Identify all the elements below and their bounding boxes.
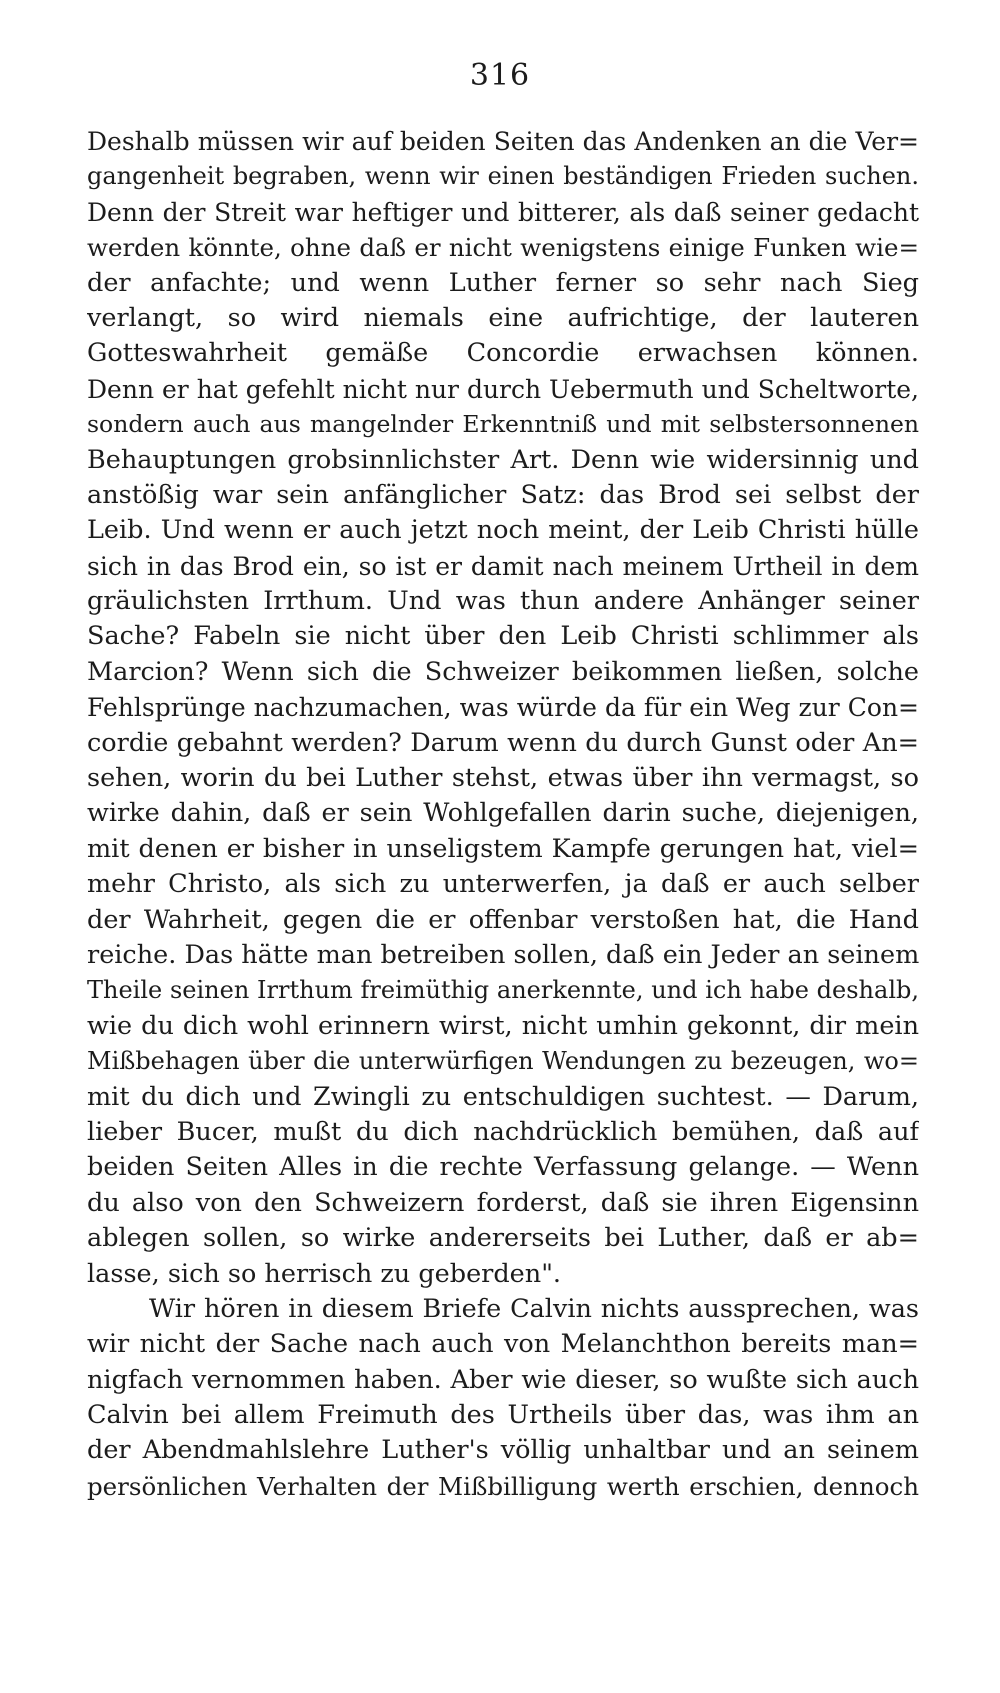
text-line: Fehlsprünge nachzumachen, was würde da für ein Weg zur Con= [87,693,919,723]
text-line: Denn der Streit war heftiger und bitterer, als daß seiner gedacht [87,197,919,227]
text-line: lasse, sich so herrisch zu geberden". [87,1258,562,1289]
text-line: werden könnte, ohne daß er nicht wenigstens einige Funken wie= [87,233,919,263]
text-line: der anfachte; und wenn Luther ferner so sehr nach Sieg [87,267,919,298]
body-text [87,124,919,1504]
text-line: verlangt, so wird niemals eine aufrichtige, der lauteren [87,302,919,333]
text-line: sehen, worin du bei Luther stehst, etwas über ihn vermagst, so [87,763,919,794]
text-line: wie du dich wohl erinnern wirst, nicht umhin gekonnt, dir mein [87,1010,919,1041]
text-line: der Abendmahlslehre Luther's völlig unhaltbar und an seinem [87,1435,919,1466]
text-line: sich in das Brod ein, so ist er damit nach meinem Urtheil in dem [87,551,919,581]
text-line: beiden Seiten Alles in die rechte Verfassung gelange. — Wenn [87,1152,919,1183]
text-line: Mißbehagen über die unterwürfigen Wendungen zu bezeugen, wo= [87,1047,919,1076]
text-line: Behauptungen grobsinnlichster Art. Denn wie widersinnig und [87,444,919,475]
text-line: cordie gebahnt werden? Darum wenn du durch Gunst oder An= [87,727,919,758]
text-line: mit du dich und Zwingli zu entschuldigen suchtest. — Darum, [87,1081,919,1112]
text-line: du also von den Schweizern forderst, daß sie ihren Eigensinn [87,1187,919,1218]
text-line: gangenheit begraben, wenn wir einen beständigen Frieden suchen. [87,162,919,191]
text-line: Sache? Fabeln sie nicht über den Leib Christi schlimmer als [87,621,919,652]
text-line: wir nicht der Sache nach auch von Melanchthon bereits man= [87,1329,919,1360]
page-number: 316 [469,58,531,93]
text-line: wirke dahin, daß er sein Wohlgefallen darin suche, diejenigen, [87,798,919,829]
text-line: Leib. Und wenn er auch jetzt noch meint, der Leib Christi hülle [87,515,919,546]
text-line: der Wahrheit, gegen die er offenbar verstoßen hat, die Hand [87,904,919,935]
text-line: Calvin bei allem Freimuth des Urtheils über das, was ihm an [87,1400,919,1431]
text-line: mit denen er bisher in unseligstem Kampfe gerungen hat, viel= [87,833,919,864]
text-line: mehr Christo, als sich zu unterwerfen, ja daß er auch selber [87,869,919,900]
text-line: ablegen sollen, so wirke andererseits bei Luther, daß er ab= [87,1223,919,1254]
text-line: Theile seinen Irrthum freimüthig anerkennte, und ich habe deshalb, [87,976,919,1005]
text-line: anstößig war sein anfänglicher Satz: das Brod sei selbst der [87,479,919,510]
text-line: Deshalb müssen wir auf beiden Seiten das Andenken an die Ver= [87,127,919,156]
text-line: Gotteswahrheit gemäße Concordie erwachsen können. [87,338,919,369]
text-line: reiche. Das hätte man betreiben sollen, daß ein Jeder an seinem [87,939,919,970]
text-line: lieber Bucer, mußt du dich nachdrücklich bemühen, daß auf [87,1116,919,1147]
text-line: persönlichen Verhalten der Mißbilligung werth erschien, dennoch [87,1471,919,1501]
text-line: Denn er hat gefehlt nicht nur durch Uebermuth und Scheltworte, [87,374,919,404]
text-line: sondern auch aus mangelnder Erkenntniß und mit selbstersonnenen [87,410,919,439]
text-line: Wir hören in diesem Briefe Calvin nichts aussprechen, was [149,1293,919,1324]
text-line: gräulichsten Irrthum. Und was thun andere Anhänger seiner [87,586,919,617]
text-line: Marcion? Wenn sich die Schweizer beikommen ließen, solche [87,656,919,687]
text-line: nigfach vernommen haben. Aber wie dieser, so wußte sich auch [87,1364,919,1395]
